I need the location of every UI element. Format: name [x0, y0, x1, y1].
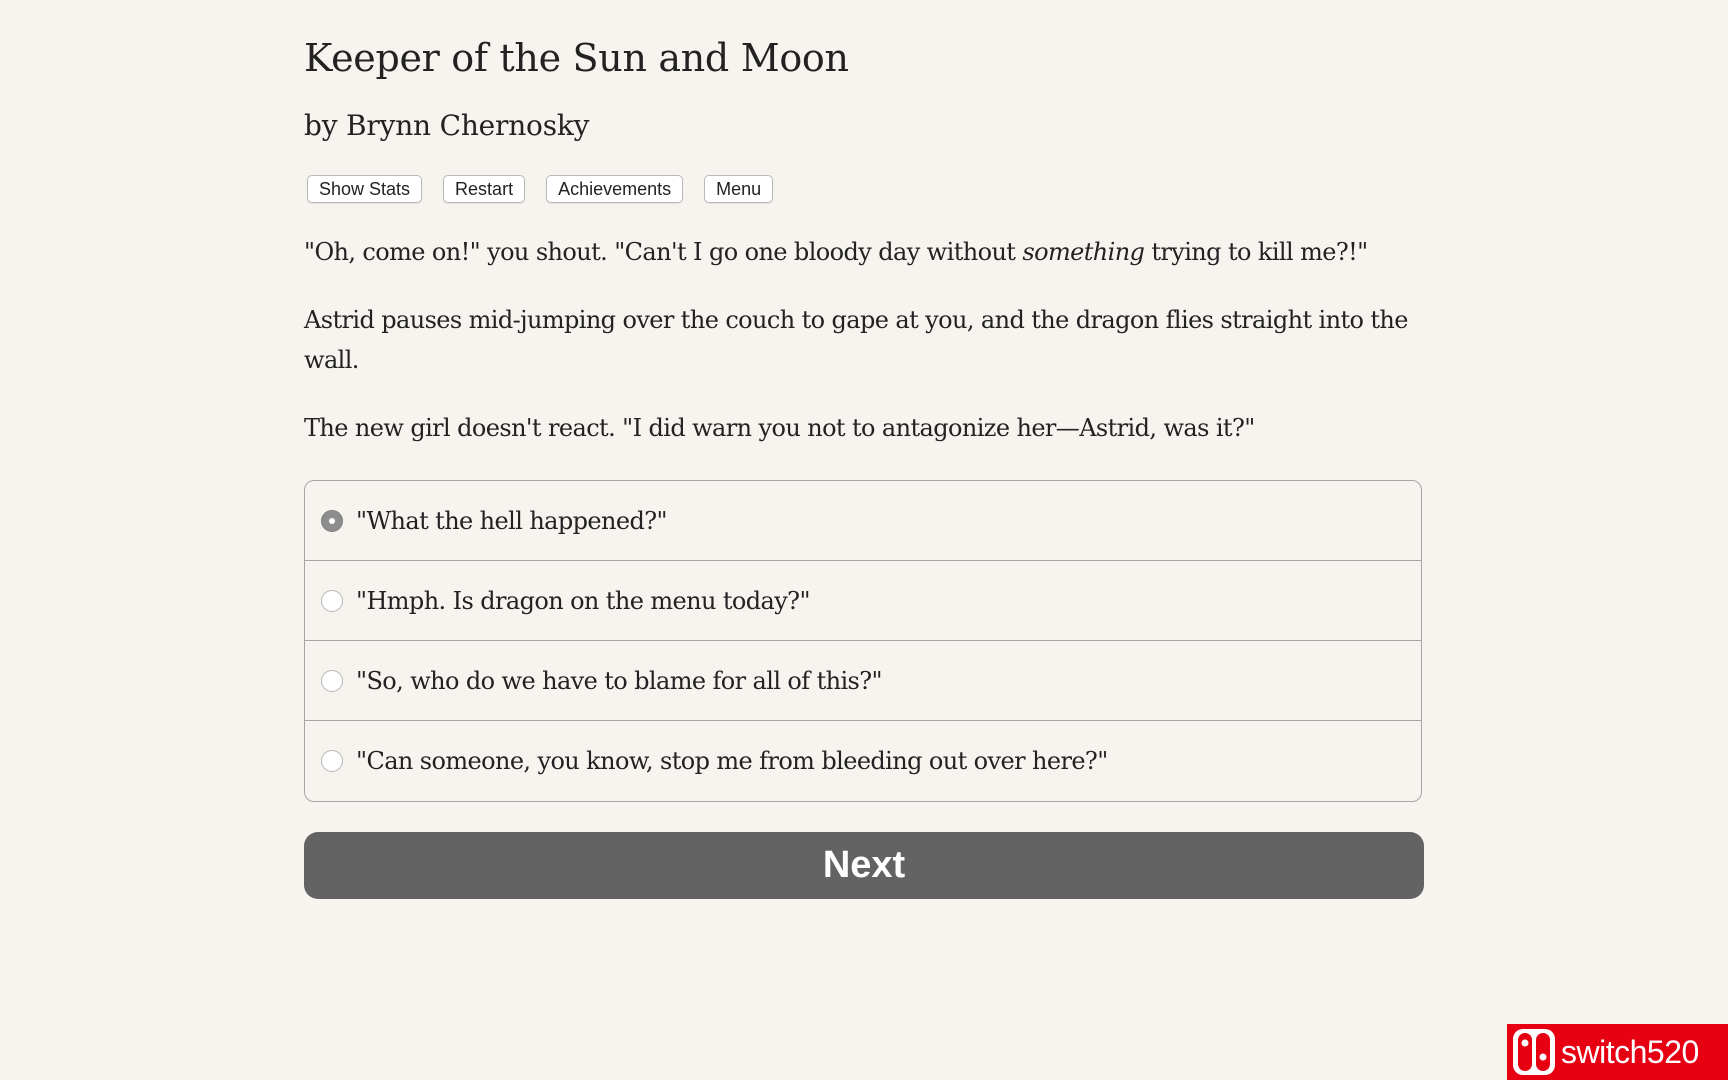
- switch-console-icon: [1511, 1027, 1557, 1077]
- story-paragraph: Astrid pauses mid-jumping over the couch to gape at you, and the dragon flies straight into the wall.: [304, 306, 1408, 374]
- choice-label: "Can someone, you know, stop me from bleeding out over here?": [356, 746, 1108, 775]
- choice-option[interactable]: [305, 561, 1421, 641]
- choice-option[interactable]: [305, 721, 1421, 800]
- story-text-segment: trying to kill me?!": [1144, 238, 1368, 266]
- watermark-text: switch520: [1561, 1033, 1699, 1070]
- achievements-button[interactable]: Achievements: [546, 175, 683, 203]
- choice-label: "What the hell happened?": [356, 506, 667, 535]
- story-text: [304, 232, 1424, 476]
- choice-option[interactable]: [305, 641, 1421, 721]
- story-emphasis: something: [1022, 238, 1145, 266]
- choice-label: "Hmph. Is dragon on the menu today?": [356, 586, 810, 615]
- author-byline: by Brynn Chernosky: [304, 109, 590, 142]
- menu-button[interactable]: Menu: [704, 175, 773, 203]
- radio-button[interactable]: [321, 590, 343, 612]
- restart-button[interactable]: Restart: [443, 175, 525, 203]
- radio-button[interactable]: [321, 750, 343, 772]
- next-button[interactable]: Next: [304, 832, 1424, 899]
- choice-label: "So, who do we have to blame for all of this?": [356, 666, 882, 695]
- game-title: Keeper of the Sun and Moon: [304, 36, 849, 80]
- radio-button-selected[interactable]: [321, 510, 343, 532]
- show-stats-button[interactable]: Show Stats: [307, 175, 422, 203]
- choice-option[interactable]: [305, 481, 1421, 561]
- watermark-badge: [1507, 1024, 1728, 1080]
- story-paragraph: [304, 232, 1424, 272]
- story-text-segment: "Oh, come on!" you shout. "Can't I go one bloody day without: [304, 238, 1023, 266]
- radio-button[interactable]: [321, 670, 343, 692]
- toolbar: [307, 175, 773, 205]
- story-paragraph: The new girl doesn't react. "I did warn you not to antagonize her—Astrid, was it?": [304, 414, 1255, 442]
- choice-list: [304, 480, 1422, 802]
